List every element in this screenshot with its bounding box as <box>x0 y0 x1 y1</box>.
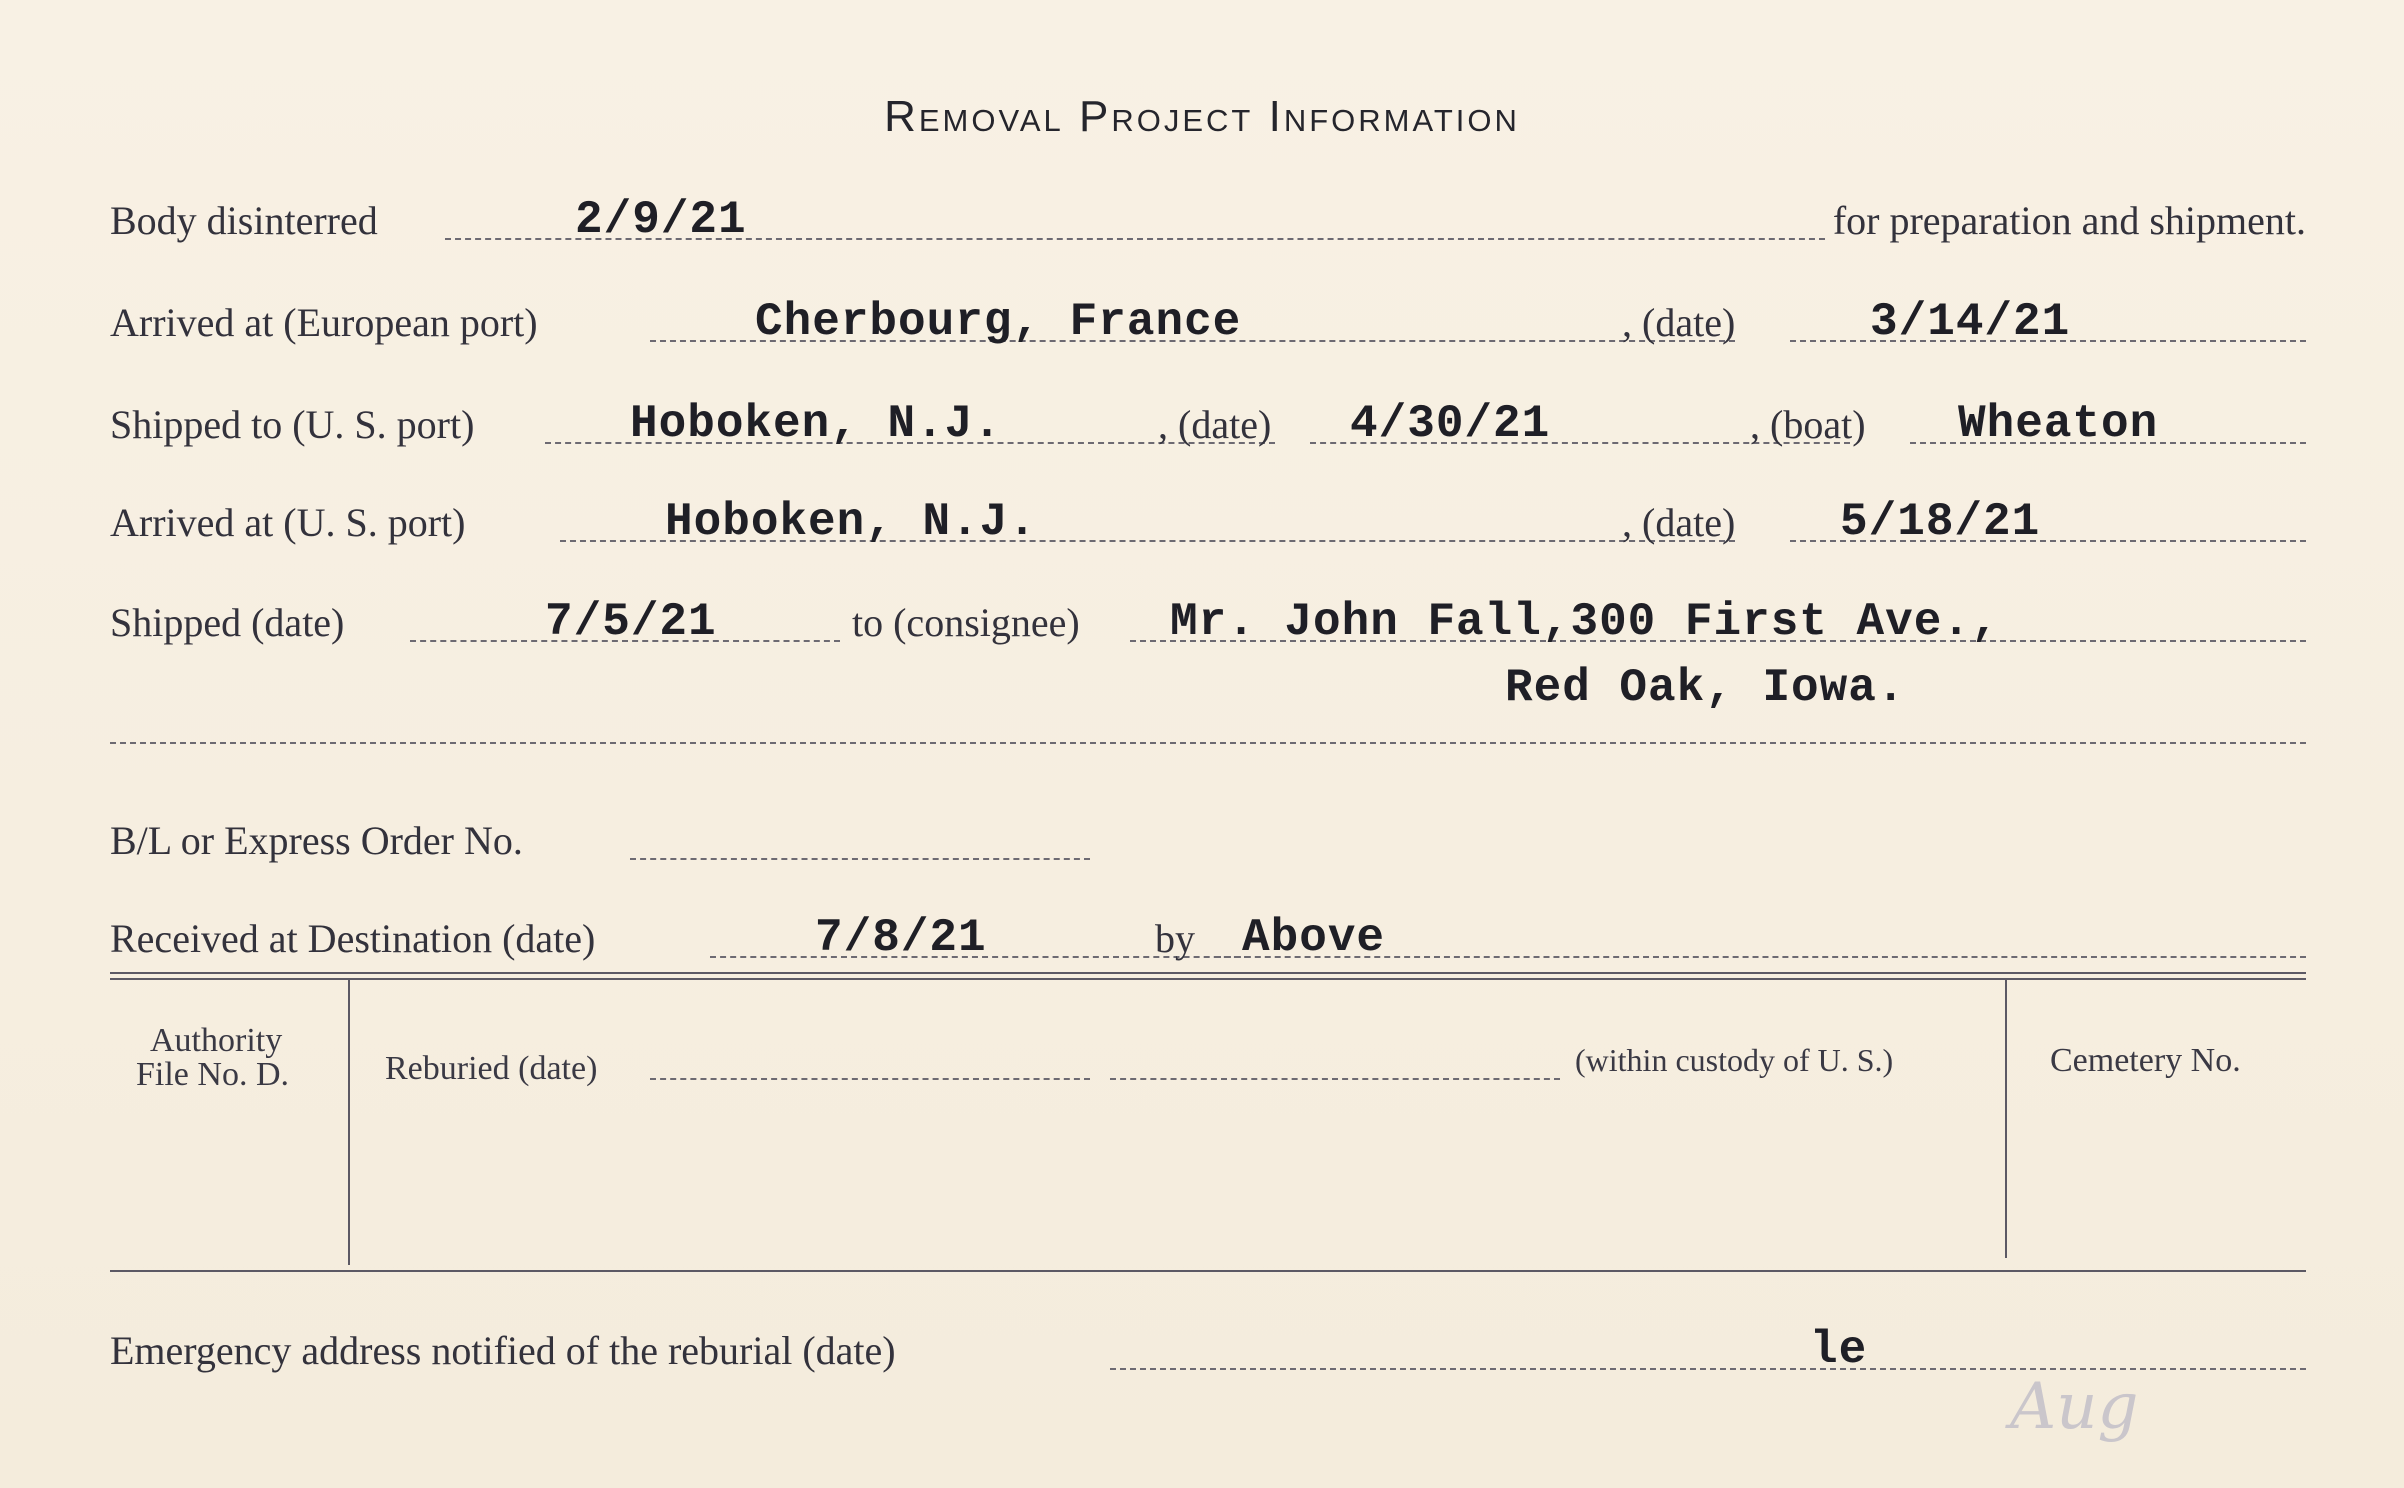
shipped-us-boat-label: , (boat) <box>1750 402 1866 447</box>
file-no-label: File No. D. <box>136 1056 289 1093</box>
shipped-us-port: Hoboken, N.J. <box>630 398 1002 450</box>
row-shipped-us <box>110 384 2306 464</box>
authority-label: Authority <box>150 1022 283 1059</box>
shipped-us-label: Shipped to (U. S. port) <box>110 402 475 447</box>
received-by-label: by <box>1155 916 1195 961</box>
card-title: Removal Project Information <box>884 92 1520 141</box>
arrived-us-date-label: , (date) <box>1622 500 1736 545</box>
table-bottom-rule <box>110 1270 2306 1272</box>
disinterred-label: Body disinterred <box>110 198 378 243</box>
arrived-us-port: Hoboken, N.J. <box>665 496 1037 548</box>
emergency-value: le <box>1810 1324 1868 1376</box>
bl-label: B/L or Express Order No. <box>110 818 523 863</box>
consignee-label: to (consignee) <box>852 600 1080 645</box>
received-by: Above <box>1242 912 1386 964</box>
arrived-us-label: Arrived at (U. S. port) <box>110 500 466 545</box>
disinterred-suffix: for preparation and shipment. <box>1832 198 2306 243</box>
arrived-european-port: Cherbourg, France <box>755 296 1242 348</box>
row-emergency <box>110 1310 2306 1390</box>
bl-line <box>630 858 1090 860</box>
received-date: 7/8/21 <box>815 912 987 964</box>
shipped-date: 7/5/21 <box>545 596 717 648</box>
row-arrived-european <box>110 282 2306 362</box>
row-bl <box>110 800 2306 880</box>
table-divider-left <box>348 980 350 1265</box>
reburied-line-2 <box>1110 1078 1560 1080</box>
custody-label: (within custody of U. S.) <box>1575 1042 1894 1078</box>
received-label: Received at Destination (date) <box>110 916 596 961</box>
arrived-european-label: Arrived at (European port) <box>110 300 538 345</box>
blank-dotted-line <box>110 742 2306 744</box>
shipped-us-boat: Wheaton <box>1958 398 2159 450</box>
row-received <box>110 898 2306 978</box>
arrived-european-date: 3/14/21 <box>1870 296 2071 348</box>
cemetery-label: Cemetery No. <box>2050 1042 2241 1079</box>
shipped-us-date-label: , (date) <box>1158 402 1272 447</box>
row-shipped-consignee <box>110 582 2306 662</box>
consignee-line-1: Mr. John Fall,300 First Ave., <box>1170 596 2000 648</box>
pencil-note: Aug <box>2010 1370 2139 1444</box>
arrived-us-date: 5/18/21 <box>1840 496 2041 548</box>
shipped-us-date: 4/30/21 <box>1350 398 1551 450</box>
emergency-label: Emergency address notified of the reburial (date) <box>110 1328 896 1373</box>
reburied-label: Reburied (date) <box>385 1050 598 1087</box>
disinterred-date: 2/9/21 <box>575 194 747 246</box>
table-top-rule <box>110 972 2306 980</box>
table-divider-right <box>2005 980 2007 1258</box>
arrived-european-date-label: , (date) <box>1622 300 1736 345</box>
reburied-line-1 <box>650 1078 1090 1080</box>
row-disinterred <box>110 180 2306 260</box>
row-arrived-us <box>110 482 2306 562</box>
consignee-line-2: Red Oak, Iowa. <box>1505 662 1906 714</box>
shipped-date-label: Shipped (date) <box>110 600 345 645</box>
